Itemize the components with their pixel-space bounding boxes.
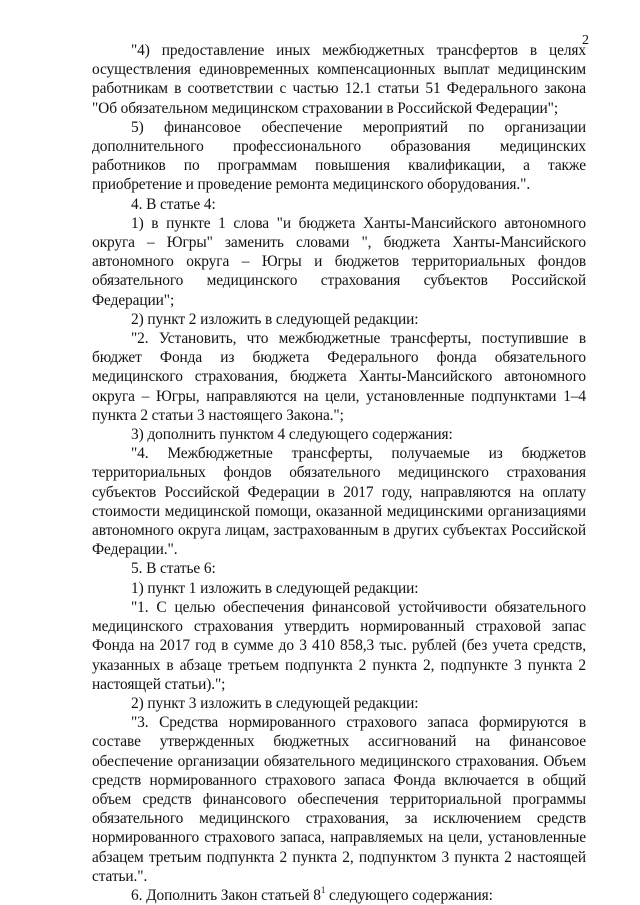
page-number: 2 [582, 33, 589, 48]
article-8-1-intro [92, 886, 586, 905]
article-4-point-2-text: "2. Установить, что межбюджетные трансферты, поступившие в бюджет Фонда из бюджета Федерального фонда обязательного медицинского страхования, бюджета Ханты-Мансийского автономного округа – Югры, направляются на цели, установленные подпунктами 1–4 пункта 2 статьи 3 настоящего Закона."; [92, 330, 586, 424]
article-6-point-1-text: "1. С целью обеспечения финансовой устойчивости обязательного медицинского страхования утвердить нормированный страховой запас Фонда на 2017 год в сумме до 3 410 858,3 тыс. рублей (без учета средств, указанных в абзаце третьем подпункта 2 пункта 2, подпункте 3 пункта 2 настоящей статьи)."; [92, 598, 586, 693]
article-6-point-3-text: "3. Средства нормированного страхового запаса формируются в составе утвержденных бюджетных ассигнований на финансовое обеспечение организации обязательного медицинского страхования. Объем средств нормированного страхового запаса Фонда включается в общий объем средств финансового обеспечения территориальной программы обязательного медицинского страхования, за исключением средств нормированного страхового запаса, направляемых на цели, установленные абзацем третьим подпункта 2 пункта 2, подпунктом 3 пункта 2 настоящей статьи.". [92, 714, 586, 885]
article-6-heading: 5. В статье 6: [131, 560, 216, 578]
document-body [92, 41, 586, 905]
article-6-point-2: 2) пункт 3 изложить в следующей редакции: [131, 694, 419, 712]
article-4-point-4-text: "4. Межбюджетные трансферты, получаемые из бюджетов территориальных фондов обязательного медицинского страхования субъектов Российской Федерации в 2017 году, направляются на оплату стоимости медицинской помощи, оказанной медицинскими организациями автономного округа лицам, застрахованным в других субъектах Российской Федерации.". [92, 445, 586, 559]
article-8-1-intro-text: 6. Дополнить Закон статьей 8 [131, 886, 321, 904]
article-8-1-intro-tail: следующего содержания: [325, 886, 493, 904]
paragraph-item-4: "4) предоставление иных межбюджетных трансфертов в целях осуществления единовременных компенсационных выплат медицинским работникам в соответствии с частью 12.1 статьи 51 Федерального закона "Об обязательном медицинском страховании в Российской Федерации"; [92, 42, 586, 117]
article-4-heading: 4. В статье 4: [131, 195, 216, 213]
article-6-point-1: 1) пункт 1 изложить в следующей редакции: [131, 579, 419, 597]
paragraph-item-5: 5) финансовое обеспечение мероприятий по организации дополнительного профессионального образования медицинских работников по программам повышения квалификации, а также приобретение и проведение ремонта медицинского оборудования.". [92, 118, 586, 194]
article-4-point-2: 2) пункт 2 изложить в следующей редакции: [131, 310, 419, 328]
article-4-point-1: 1) в пункте 1 слова "и бюджета Ханты-Мансийского автономного округа – Югры" заменить словами ", бюджета Ханты-Мансийского автономного округа – Югры и бюджетов территориальных фондов обязательного медицинского страхования субъектов Российской Федерации"; [92, 214, 586, 309]
article-4-point-3: 3) дополнить пунктом 4 следующего содержания: [131, 426, 453, 444]
article-superscript: 1 [320, 884, 326, 895]
